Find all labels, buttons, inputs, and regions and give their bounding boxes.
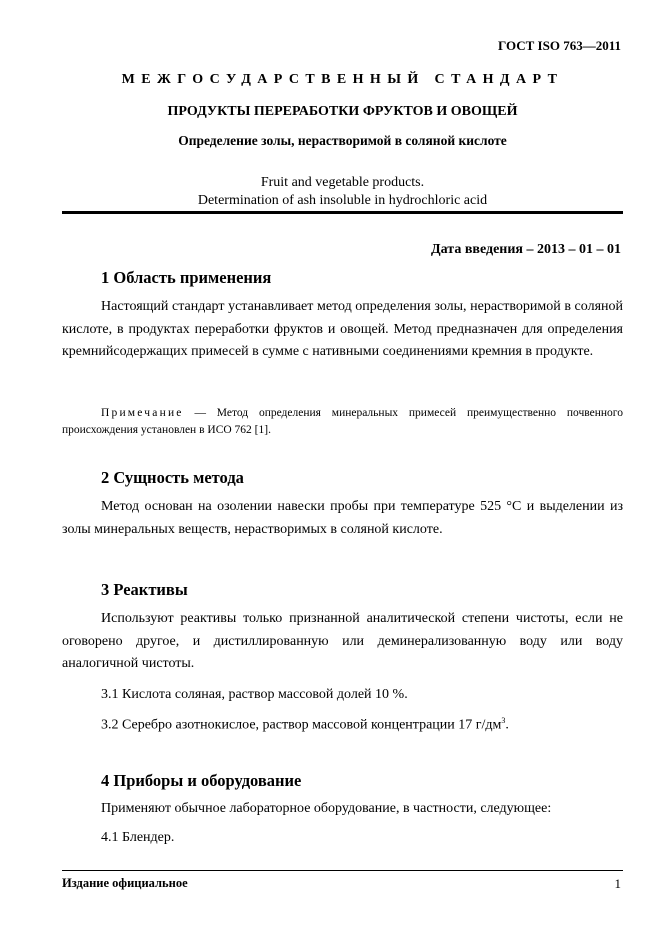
english-title-line-1: Fruit and vegetable products. — [260, 175, 425, 190]
note-text: — Метод определения минеральных примесей преимущественно почвенного происхождения установлен в ИСО 762 [1]. — [62, 407, 623, 436]
section-4-heading: 4 Приборы и оборудование — [101, 771, 302, 790]
section-3-item-2 — [101, 716, 509, 734]
footer-divider — [62, 870, 623, 871]
section-4-body: Применяют обычное лабораторное оборудование, в частности, следующее: — [101, 801, 552, 816]
section-1-heading: 1 Область применения — [101, 268, 272, 287]
section-3-heading: 3 Реактивы — [101, 580, 188, 599]
title-divider — [62, 211, 623, 214]
document-subtitle: Определение золы, нерастворимой в соляной кислоте — [178, 133, 507, 148]
item-2-superscript: 3 — [501, 716, 506, 725]
item-2-text: 3.2 Серебро азотнокислое, раствор массовой концентрации 17 г/дм — [101, 717, 502, 733]
page-number: 1 — [614, 876, 621, 891]
item-2-end: . — [505, 717, 509, 733]
english-title-line-2: Determination of ash insoluble in hydrochloric acid — [197, 193, 488, 208]
section-3-item-1: 3.1 Кислота соляная, раствор массовой долей 10 %. — [101, 687, 408, 702]
section-1-body: Настоящий стандарт устанавливает метод определения золы, нерастворимой в соляной кислоте, в продуктах переработки фруктов и овощей. Метод предназначен для определения кремнийсодержащих примесей в сумме с нативными соединениями кремния в продукте. — [62, 299, 623, 359]
section-2-heading: 2 Сущность метода — [101, 468, 244, 487]
introduction-date: Дата введения – 2013 – 01 – 01 — [431, 242, 621, 257]
section-2-body: Метод основан на озолении навески пробы при температуре 525 °С и выделении из золы минеральных веществ, нерастворимых в соляной кислоте. — [62, 499, 623, 537]
edition-label: Издание официальное — [62, 876, 188, 890]
section-4-item-1: 4.1 Блендер. — [101, 830, 175, 845]
note-label: Примечание — [101, 407, 184, 419]
section-3-body: Используют реактивы только признанной аналитической степени чистоты, если не оговорено другое, и дистиллированную или деминерализованную воду или воду аналогичной чистоты. — [62, 611, 623, 671]
standard-id: ГОСТ ISO 763—2011 — [498, 38, 621, 53]
standard-type-line: МЕЖГОСУДАРСТВЕННЫЙ СТАНДАРТ — [121, 72, 564, 87]
document-title: ПРОДУКТЫ ПЕРЕРАБОТКИ ФРУКТОВ И ОВОЩЕЙ — [167, 104, 518, 119]
section-1-note — [62, 405, 623, 438]
